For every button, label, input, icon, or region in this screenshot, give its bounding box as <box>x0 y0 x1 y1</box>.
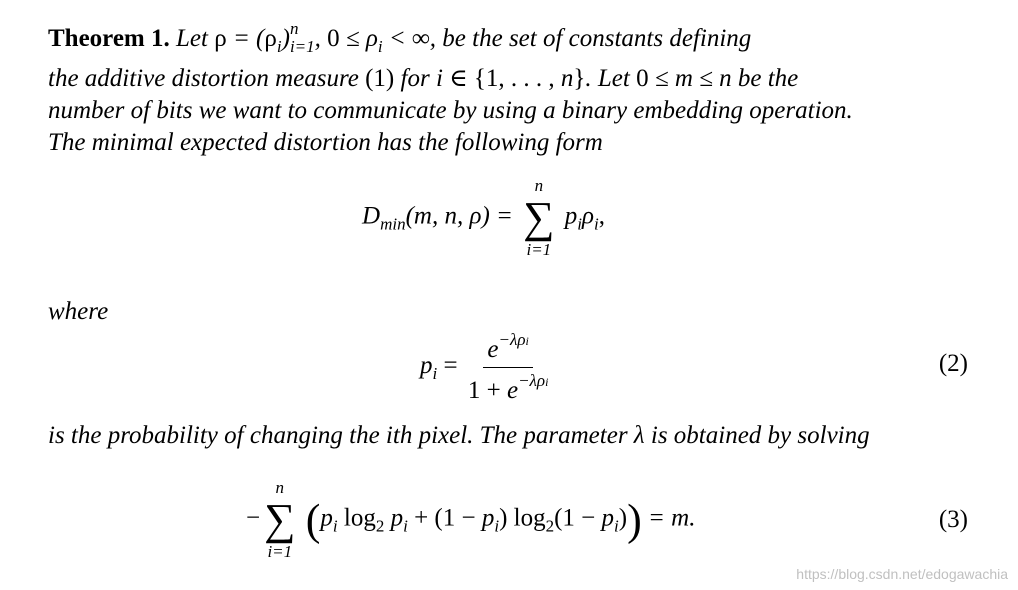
equation-lambda: − n ∑ i=1 ($p_i$ $\log_2 p_i + (1 - p_i) \log_2(1 - p_i)) = m$. <box>246 478 696 561</box>
theorem-line-4: The minimal expected distortion has the following form <box>48 129 603 156</box>
eq2-fraction: $\frac{e^{-\lambda\rho i}}{1 + e^{-\lambda\rho i}}$ <box>467 330 549 404</box>
eq1-args: (m, n, ρ) = <box>405 202 513 230</box>
equation-distortion: $D_{min}(m$, n, ρ) = n ∑ i=1 $p_i\rho_i$, <box>362 176 605 259</box>
theorem-label: Theorem 1. <box>48 25 170 52</box>
equation-probability: $p_i$ = $\frac{e^{-\lambda\rho i}}{1 + e^{-\lambda\rho i}}$ <box>420 330 552 405</box>
eq1-sum <box>523 176 554 260</box>
eq1-lhs-sub: min <box>380 214 406 234</box>
eq3-sum-bottom: i=1 <box>267 542 293 561</box>
eq3-rhs: = m. <box>648 504 696 532</box>
sum-symbol-icon: ∑ <box>523 193 555 242</box>
eq1-sum-bottom: i=1 <box>526 240 552 259</box>
equation-number-2: (2) <box>938 350 968 377</box>
theorem-line-3: number of bits we want to communicate by using a binary embedding operation. <box>48 97 853 124</box>
probability-paragraph: is the probability of changing the ith pixel. The parameter λ is obtained by solving <box>48 422 870 449</box>
watermark: https://blog.csdn.net/edogawachia <box>796 566 1008 582</box>
eq3-sum-top: n <box>275 478 285 497</box>
sum-symbol-icon: ∑ <box>264 495 296 544</box>
theorem-line-1: Theorem 1. Let $\rho = (\rho_i)$ n i=1, $0 \le \rho_i$ < ∞, be the set of constants defining <box>48 19 752 56</box>
where-text: where <box>48 298 109 325</box>
eq1-lhs: D <box>362 202 381 230</box>
theorem-paragraph <box>48 19 970 159</box>
eq3-sum <box>264 478 295 562</box>
theorem-line-2: the additive distortion measure (1) for i ∈ {1, . . . , n}. Let 0 ≤ m ≤ n be the <box>48 65 799 92</box>
equation-number-3: (3) <box>938 506 968 533</box>
eq1-sum-top: n <box>534 176 544 195</box>
